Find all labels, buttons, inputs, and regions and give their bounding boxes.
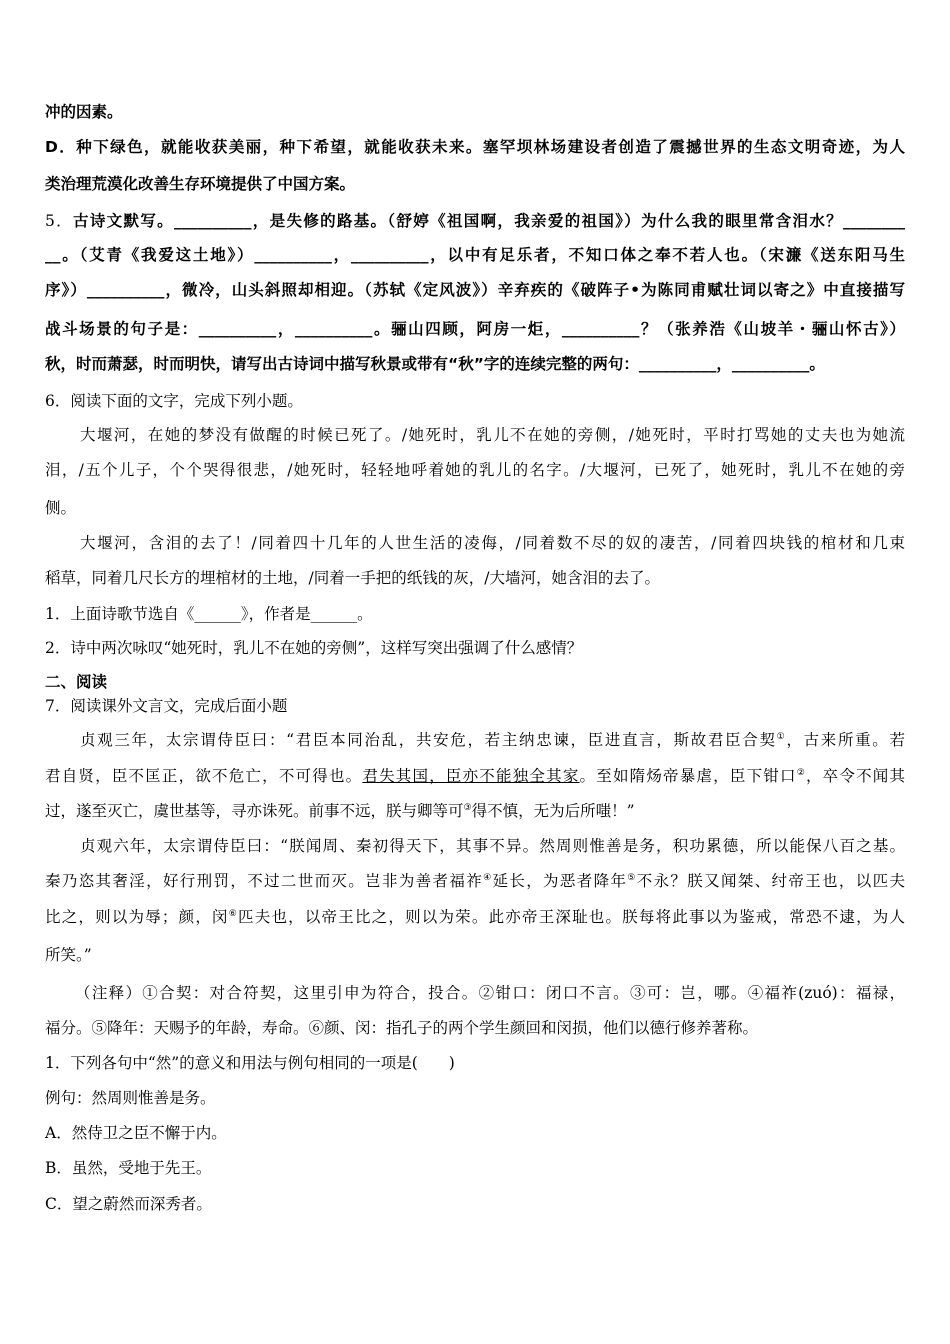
- q4-tail-line: 冲的因素。: [45, 103, 123, 121]
- text: ，卒令不闻其: [805, 767, 905, 785]
- footnote-marker: ④: [483, 872, 493, 883]
- notes-line: 福分。⑤降年：天赐予的年龄，寿命。⑥颜、闵：指孔子的两个学生颜回和闵损，他们以德行修养著称。: [45, 1019, 759, 1037]
- footnote-marker: ③: [463, 802, 472, 813]
- text: 延长，为恶者降年: [492, 872, 628, 890]
- text: ，古来所重。若: [786, 731, 905, 749]
- q5-line: 战斗场景的句子是：__________，__________。骊山四顾，阿房一炬，__________？（张养浩《山坡羊・骊山怀古》）: [45, 320, 905, 338]
- q7-title: 7．阅读课外文言文，完成后面小题: [45, 697, 288, 715]
- passage-line: [80, 730, 905, 750]
- passage-line: 所笑。”: [45, 946, 92, 964]
- q6-question-2: 2．诗中两次咏叹“她死时，乳儿不在她的旁侧”，这样写突出强调了什么感情？: [45, 639, 583, 657]
- q5-line: [45, 211, 905, 231]
- section-heading: 二、阅读: [45, 673, 108, 691]
- notes-line: （注释）①合契：对合符契，这里引申为符合，投合。②钳口：闭口不言。③可：岂，哪。④福祚(zuó)：福禄，: [75, 984, 905, 1002]
- footnote-marker: ②: [796, 767, 806, 778]
- q5-line: 序》）__________，微冷，山头斜照却相迎。（苏轼《定风波》）辛弃疾的《破阵子•为陈同甫赋壮词以寄之》中直接描写: [45, 281, 905, 299]
- passage-line: [45, 766, 905, 786]
- q7-question-1: 1．下列各句中“然”的意义和用法与例句相同的一项是( ): [45, 1054, 455, 1072]
- q6-question-1: 1．上面诗歌节选自《______》，作者是______。: [45, 605, 373, 623]
- text: 秦乃恣其奢淫，好行刑罚，不过二世而灭。岂非为善者福祚: [45, 872, 484, 890]
- poem-line: 大堰河，在她的梦没有做醒的时候已死了。/她死时，乳儿不在她的旁侧，/她死时，平时打骂她的丈夫也为她流: [80, 426, 905, 444]
- underlined-sentence: 君失其国，臣亦不能独全其家: [362, 767, 580, 785]
- text: 比之，则以为辱；颜，闵: [45, 908, 229, 926]
- footnote-marker: ⑤: [627, 872, 637, 883]
- q5-line: __。（艾青《我爱这土地》）__________，__________，以中有足乐者，不知口体之奉不若人也。（宋濂《送东阳马生: [45, 246, 905, 264]
- option-b: B．虽然，受地于先王。: [45, 1159, 212, 1177]
- poem-line: 大堰河，含泪的去了！/同着四十几年的人世生活的凌侮，/同着数不尽的奴的凄苦，/同着四块钱的棺材和几束: [80, 534, 905, 552]
- footnote-marker: ①: [776, 731, 787, 742]
- passage-line: [45, 871, 905, 891]
- footnote-marker: ⑥: [228, 908, 239, 919]
- option-a: A．然侍卫之臣不懈于内。: [45, 1124, 227, 1142]
- passage-line: [45, 801, 905, 821]
- text: 匹夫也，以帝王比之，则以为荣。此亦帝王深耻也。朕每将此事以为鉴戒，常恐不逮，为人: [238, 908, 905, 926]
- text: 贞观三年，太宗谓侍臣曰：“君臣本同治乱，共安危，若主纳忠谏，臣进直言，斯故君臣合契: [80, 731, 777, 749]
- text: 过，遂至灭亡，虞世基等，寻亦诛死。前事不远，朕与卿等可: [45, 802, 464, 820]
- example-sentence: 例句：然周则惟善是务。: [45, 1089, 216, 1107]
- option-c: C．望之蔚然而深秀者。: [45, 1195, 212, 1213]
- text: 君自贤，臣不匡正，欲不危亡，不可得也。: [45, 767, 363, 785]
- text: 得不慎，无为后所嗤！”: [471, 802, 635, 820]
- option-d-line: D．种下绿色，就能收获美丽，种下希望，就能收获未来。塞罕坝林场建设者创造了震撼世界的生态文明奇迹，为人: [45, 138, 905, 156]
- q5-text: 古诗文默写。__________，是失修的路基。（舒婷《祖国啊，我亲爱的祖国》）为什么我的眼里常含泪水？________: [73, 212, 905, 230]
- option-d-line: 类治理荒漠化改善生存环境提供了中国方案。: [45, 175, 356, 193]
- text: 不永？朕又闻桀、纣帝王也，以匹夫: [636, 872, 905, 890]
- q6-title: 6．阅读下面的文字，完成下列小题。: [45, 392, 303, 410]
- poem-line: 稻草，同着几尺长方的埋棺材的土地，/同着一手把的纸钱的灰，/大墙河，她含泪的去了。: [45, 569, 660, 587]
- poem-line: 侧。: [45, 499, 77, 517]
- poem-line: 泪，/五个儿子，个个哭得很悲，/她死时，轻轻地呼着她的乳儿的名字。/大堰河，已死了，她死时，乳儿不在她的旁: [45, 461, 905, 479]
- passage-line: [45, 907, 905, 927]
- text: 。至如隋炀帝暴虐，臣下钳口: [579, 767, 797, 785]
- q5-line: 秋，时而萧瑟，时而明快，请写出古诗词中描写秋景或带有“秋”字的连续完整的两句：__________，__________。: [45, 355, 825, 373]
- question-number: 5．: [45, 212, 74, 230]
- passage-line: 贞观六年，太宗谓侍臣曰：“朕闻周、秦初得天下，其事不异。然周则惟善是务，积功累德，所以能保八百之基。: [80, 837, 905, 855]
